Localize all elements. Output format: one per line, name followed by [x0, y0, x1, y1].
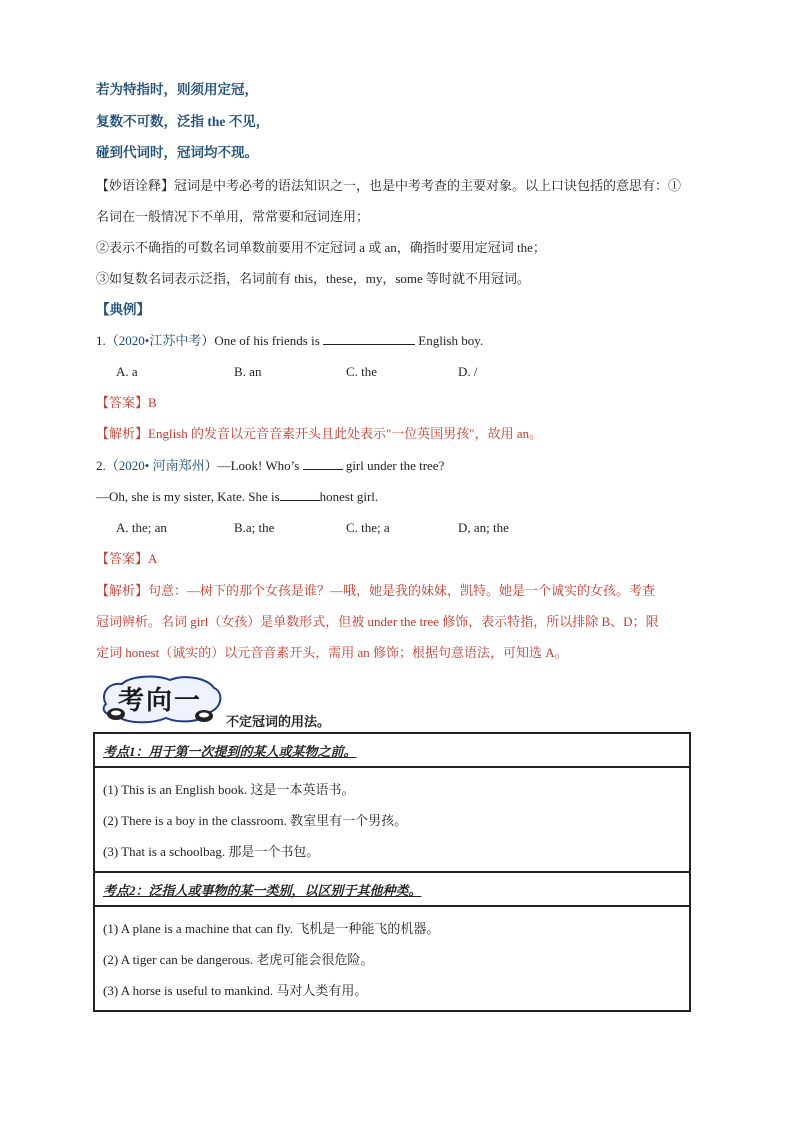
q2-analysis-line-3: 定词 honest（诚实的）以元音音素开头，需用 an 修饰；根据句意语法，可知选 A。 — [96, 645, 568, 660]
rhyme-line-2: 复数不可数，泛指 the 不见， — [96, 114, 270, 129]
q1-option-c: C. the — [346, 364, 378, 379]
question-1-source: 2020•江苏中考 — [118, 333, 202, 348]
q1-analysis: 【解析】English 的发音以元音音素开头且此处表示"一位英国男孩"，故用 an。 — [96, 426, 543, 441]
q2-analysis-line-1: 【解析】句意：—树下的那个女孩是谁？—哦，她是我的妹妹，凯特。她是一个诚实的女孩。考查 — [96, 583, 656, 598]
explanation-line-2: 名词在一般情况下不单用，常常要和冠词连用； — [96, 209, 370, 224]
question-2-blank-1 — [303, 457, 343, 470]
q1-answer: 【答案】B — [96, 395, 157, 410]
section-title: 不定冠词的用法。 — [226, 714, 331, 729]
q2-analysis-line-2: 冠词辨析。名词 girl（女孩）是单数形式，但被 under the tree 修饰，表示特指，所以排除 B、D；限 — [96, 614, 659, 629]
q1-option-a: A. a — [116, 364, 138, 379]
point-1-heading: 考点1：用于第一次提到的某人或某物之前。 — [103, 743, 357, 759]
explanation-line-4: ③如复数名词表示泛指，名词前有 this，these，my，some 等时就不用冠词。 — [96, 271, 531, 286]
rhyme-line-3: 碰到代词时，冠词均不现。 — [96, 145, 258, 160]
q2-option-a: A. the; an — [116, 520, 167, 535]
point-2-heading: 考点2：泛指人或事物的某一类别，以区别于其他种类。 — [103, 882, 422, 898]
q1-option-b: B. an — [234, 364, 262, 379]
rhyme-line-1: 若为特指时，则须用定冠， — [96, 82, 258, 97]
section-badge — [96, 674, 226, 726]
question-2-blank-2 — [280, 488, 320, 501]
point-2-heading-row — [95, 873, 689, 907]
q2-option-c: C. the; a — [346, 520, 390, 535]
question-2-line-2: —Oh, she is my sister, Kate. She is honest girl. — [96, 489, 379, 504]
badge-text: 考向一 — [118, 686, 203, 716]
point-1-examples — [95, 768, 689, 873]
question-2: 2.（2020• 河南郑州）—Look! Who’s girl under the tree? — [96, 458, 445, 473]
explanation-line-3: ②表示不确指的可数名词单数前要用不定冠词 a 或 an，确指时要用定冠词 the； — [96, 240, 546, 255]
point-2-examples — [95, 907, 689, 1010]
q1-option-d: D. / — [458, 364, 478, 379]
question-2-source: 2020• 河南郑州 — [118, 458, 205, 473]
point-1-example-3: (3) That is a schoolbag. 那是一个书包。 — [103, 844, 320, 859]
point-2-example-2: (2) A tiger can be dangerous. 老虎可能会很危险。 — [103, 952, 374, 967]
examples-label: 【典例】 — [96, 302, 150, 317]
point-2-example-1: (1) A plane is a machine that can fly. 飞机是一种能飞的机器。 — [103, 921, 440, 936]
q2-answer: 【答案】A — [96, 551, 158, 566]
question-1: 1.（2020•江苏中考）One of his friends is English boy. — [96, 333, 484, 348]
points-table — [93, 732, 691, 1012]
explanation-line-1: 【妙语诠释】冠词是中考必考的语法知识之一，也是中考考查的主要对象。以上口诀包括的意思有：① — [96, 178, 682, 193]
question-1-blank — [323, 332, 415, 345]
point-1-heading-row — [95, 734, 689, 768]
point-1-example-2: (2) There is a boy in the classroom. 教室里有一个男孩。 — [103, 813, 408, 828]
q2-option-d: D, an; the — [458, 520, 509, 535]
point-2-example-3: (3) A horse is useful to mankind. 马对人类有用。 — [103, 983, 368, 998]
q2-option-b: B.a; the — [234, 520, 275, 535]
point-1-example-1: (1) This is an English book. 这是一本英语书。 — [103, 782, 355, 797]
explanation-label: 【妙语诠释】 — [96, 178, 175, 193]
